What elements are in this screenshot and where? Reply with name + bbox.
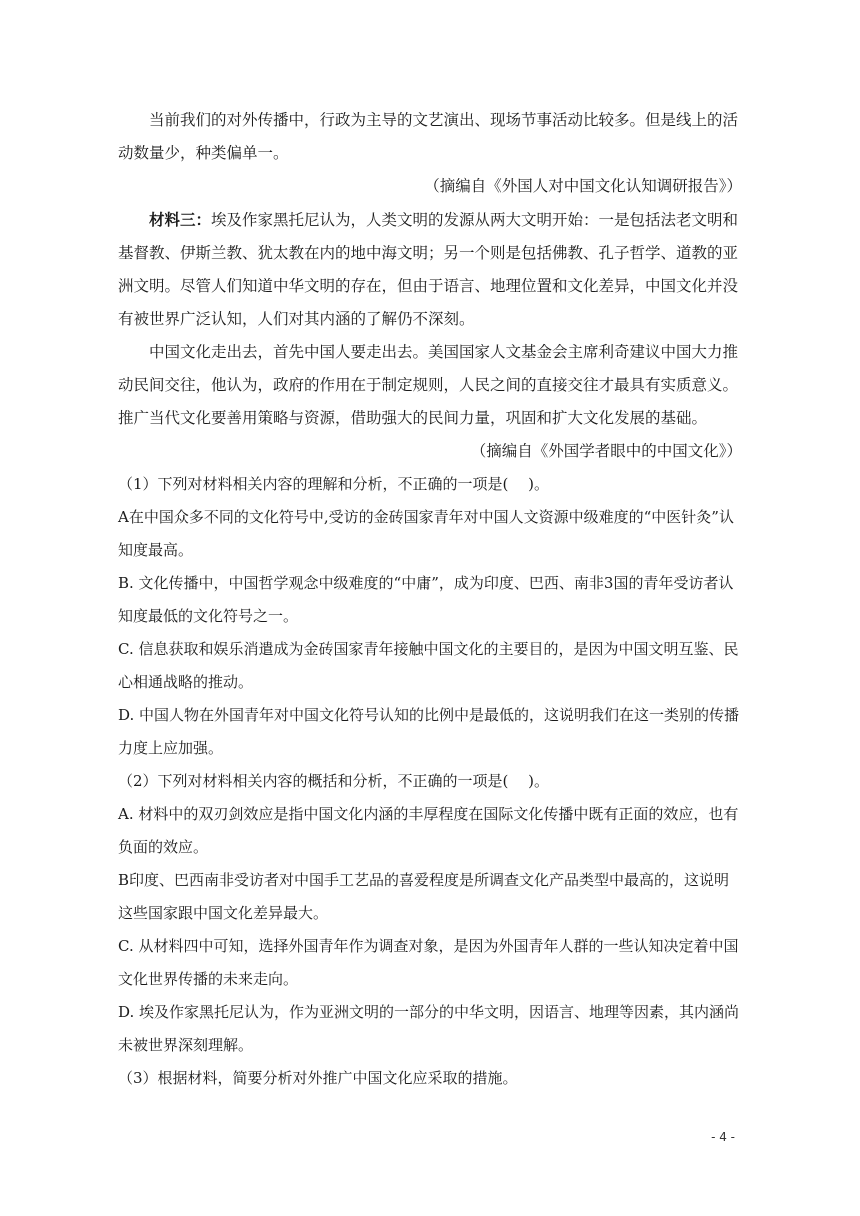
question-1-option-d: D. 中国人物在外国青年对中国文化符号认知的比例中是最低的，这说明我们在这一类别的传播力度上应加强。 xyxy=(118,706,740,757)
question-2-option-d: D. 埃及作家黑托尼认为，作为亚洲文明的一部分的中华文明，因语言、地理等因素，其内涵尚未被世界深刻理解。 xyxy=(118,1003,740,1054)
material-three-text: 埃及作家黑托尼认为，人类文明的发源从两大文明开始：一是包括法老文明和基督教、伊斯兰教、犹太教在内的地中海文明；另一个则是包括佛教、孔子哲学、道教的亚洲文明。尽管人们知道中华文明的存在，但由于语言、地理位置和文化差异，中国文化并没有被世界广泛认知，人们对其内涵的了解仍不深刻。 xyxy=(118,211,739,328)
question-3: （3）根据材料，简要分析对外推广中国文化应采取的措施。 xyxy=(118,1069,518,1087)
question-2-option-c: C. 从材料四中可知，选择外国青年作为调查对象，是因为外国青年人群的一些认知决定着中国文化世界传播的未来走向。 xyxy=(118,937,739,988)
question-2-option-a: A. 材料中的双刃剑效应是指中国文化内涵的丰厚程度在国际文化传播中既有正面的效应，也有负面的效应。 xyxy=(118,805,739,856)
paragraph-going-out: 中国文化走出去，首先中国人要走出去。美国国家人文基金会主席利奇建议中国大力推动民间交往，他认为，政府的作用在于制定规则，人民之间的直接交往才最具有实质意义。推广当代文化要善用策略与资源，借助强大的民间力量，巩固和扩大文化发展的基础。 xyxy=(118,343,739,427)
question-1-option-a: A在中国众多不同的文化符号中,受访的金砖国家青年对中国人文资源中级难度的“中医针灸”认知度最高。 xyxy=(118,508,734,559)
source-citation-2: （摘编自《外国学者眼中的中国文化》） xyxy=(470,442,742,460)
source-citation-1: （摘编自《外国人对中国文化认知调研报告》） xyxy=(424,177,742,195)
question-1-option-c: C. 信息获取和娱乐消遣成为金砖国家青年接触中国文化的主要目的，是因为中国文明互鉴、民心相通战略的推动。 xyxy=(118,640,739,691)
question-2-option-b: B印度、巴西南非受访者对中国手工艺品的喜爱程度是所调查文化产品类型中最高的，这说明这些国家跟中国文化差异最大。 xyxy=(118,871,730,922)
paragraph-online-activities: 当前我们的对外传播中，行政为主导的文艺演出、现场节事活动比较多。但是线上的活动数量少，种类偏单一。 xyxy=(118,111,739,162)
page-number: - 4 - xyxy=(711,1130,735,1144)
question-1: （1）下列对材料相关内容的理解和分析，不正确的一项是( )。 xyxy=(118,475,550,493)
question-1-option-b: B. 文化传播中，中国哲学观念中级难度的“中庸”，成为印度、巴西、南非3国的青年受访者认知度最低的文化符号之一。 xyxy=(118,574,734,625)
document-body xyxy=(118,104,742,1095)
material-three-label: 材料三： xyxy=(149,210,212,229)
paragraph-material-three xyxy=(118,203,742,336)
question-2: （2）下列对材料相关内容的概括和分析，不正确的一项是( )。 xyxy=(118,772,550,790)
